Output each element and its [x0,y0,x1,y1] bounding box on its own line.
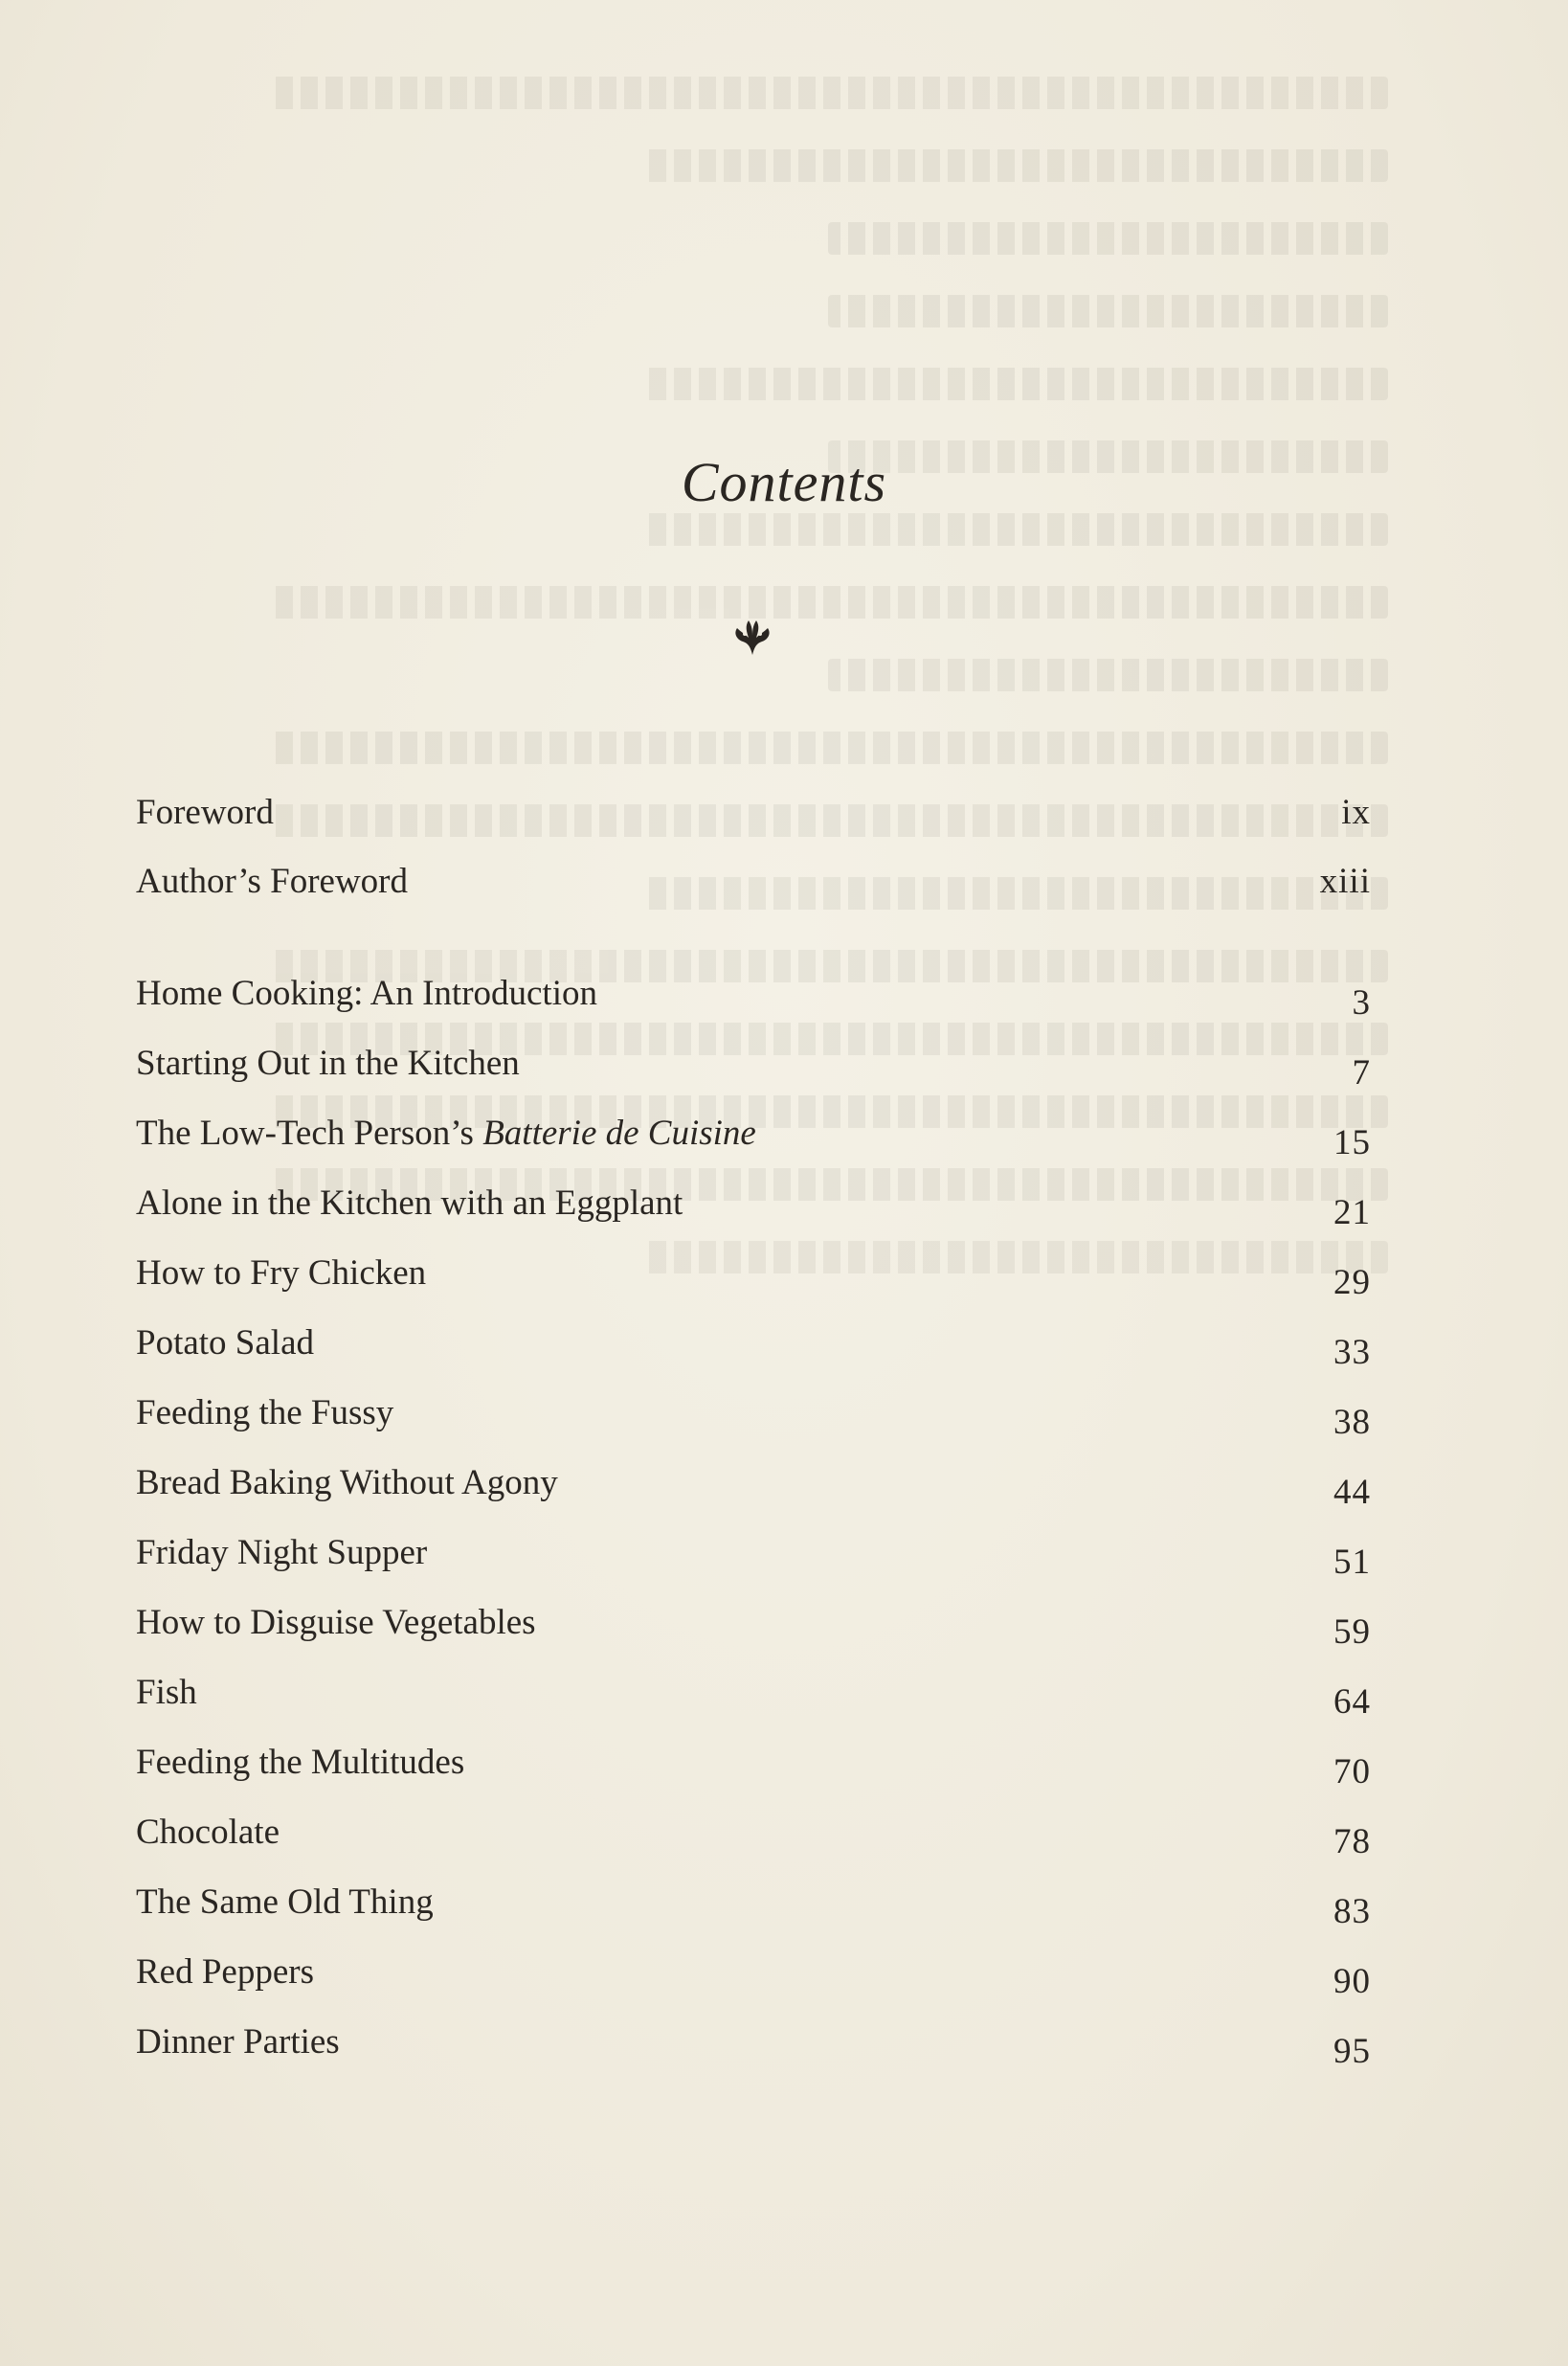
toc-entry-authors-foreword[interactable] [136,855,1371,909]
toc-entry-label: Friday Night Supper [136,1533,428,1572]
toc-entry-label: Chocolate [136,1813,280,1852]
toc-entry[interactable] [136,1526,1371,1580]
toc-entry[interactable] [136,1876,1371,1929]
toc-entry-page: 44 [1333,1473,1371,1512]
toc-entry-page: 15 [1333,1123,1371,1162]
toc-entry-page: 33 [1333,1333,1371,1372]
toc-entry[interactable] [136,2016,1371,2069]
toc-entry[interactable] [136,1247,1371,1300]
toc-entry-label-italic: Batterie de Cuisine [482,1114,756,1153]
toc-entry-label-plain: The Low-Tech Person’s [136,1114,483,1153]
toc-entry-label: Foreword [136,793,274,832]
toc-entry[interactable] [136,967,1371,1021]
toc-entry-page: 7 [1352,1053,1371,1093]
toc-entry-label: How to Disguise Vegetables [136,1603,536,1642]
toc-entry-label: Home Cooking: An Introduction [136,974,597,1013]
toc-entry[interactable] [136,1177,1371,1230]
toc-entry[interactable] [136,1666,1371,1720]
toc-entry-page: 90 [1333,1962,1371,2001]
toc-entry-label: Starting Out in the Kitchen [136,1044,520,1083]
toc-entry-page: 70 [1333,1752,1371,1791]
toc-entry-page: 83 [1333,1892,1371,1931]
toc-entry-label: Author’s Foreword [136,862,408,901]
toc-entry[interactable] [136,1806,1371,1859]
toc-entry-page: 95 [1333,2032,1371,2071]
toc-entry-label: Alone in the Kitchen with an Eggplant [136,1183,683,1223]
toc-entry-foreword[interactable] [136,786,1371,840]
toc-entry-label: Red Peppers [136,1952,314,1992]
toc-entry-label: How to Fry Chicken [136,1253,427,1293]
toc-entry-page: 21 [1333,1193,1371,1232]
toc-entry-label: Feeding the Multitudes [136,1743,465,1782]
toc-entry-page: 38 [1333,1403,1371,1442]
toc-entry-label: The Same Old Thing [136,1882,434,1922]
toc-entry-page: 64 [1333,1682,1371,1722]
toc-entry-label: Dinner Parties [136,2022,340,2062]
toc-entry[interactable] [136,1736,1371,1790]
toc-entry-label [136,1107,756,1160]
toc-entry-label: Feeding the Fussy [136,1393,394,1432]
toc-entry-page: 59 [1333,1612,1371,1652]
toc-entry-page: 29 [1333,1263,1371,1302]
toc-entry-label: Bread Baking Without Agony [136,1463,558,1502]
toc-entry[interactable] [136,1107,1371,1160]
toc-entry[interactable] [136,1946,1371,1999]
toc-entry[interactable] [136,1317,1371,1370]
toc-entry-page: ix [1341,793,1371,832]
toc-entry-page: xiii [1319,862,1371,901]
toc-entry-page: 78 [1333,1822,1371,1861]
toc-entry[interactable] [136,1386,1371,1440]
toc-entry-label: Potato Salad [136,1323,315,1363]
toc-entry-page: 3 [1352,983,1371,1023]
toc-entry[interactable] [136,1456,1371,1510]
page-title: Contents [681,451,887,513]
toc-entry-label: Fish [136,1673,197,1712]
toc-entry-page: 51 [1333,1543,1371,1582]
toc-entry[interactable] [136,1596,1371,1650]
toc-entry[interactable] [136,1037,1371,1091]
